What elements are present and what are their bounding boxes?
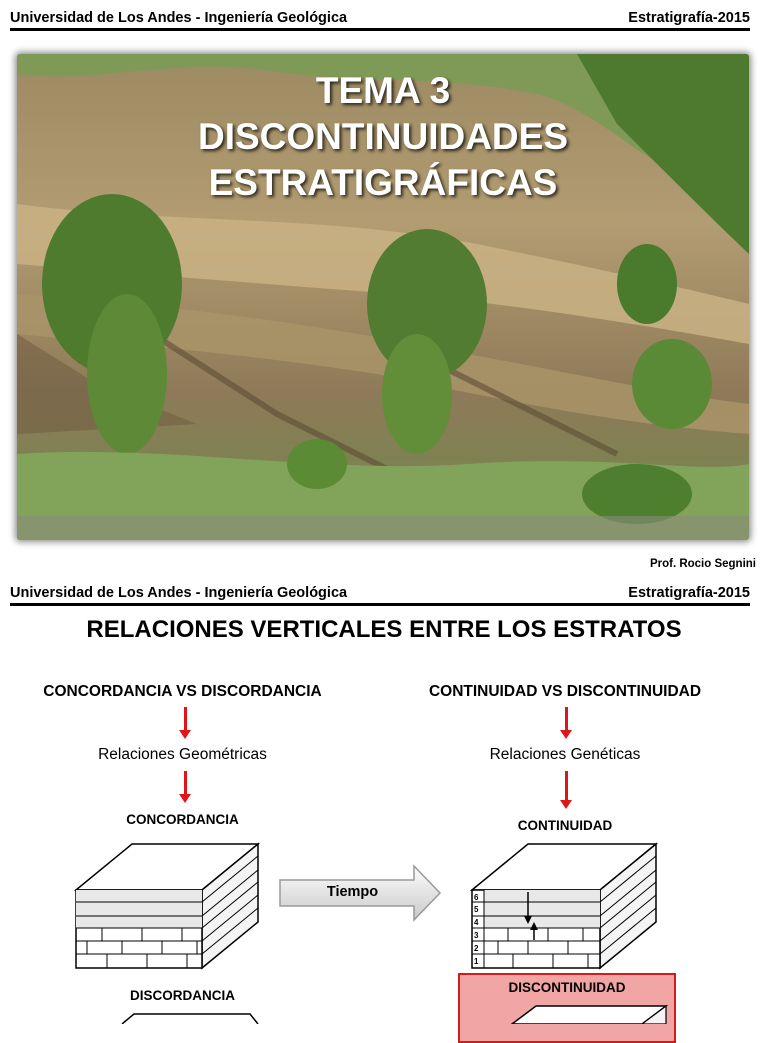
time-label: Tiempo [326, 884, 379, 900]
slide1-header [10, 6, 750, 26]
down-arrow-icon [565, 771, 568, 803]
layer-number: 6 [474, 893, 479, 902]
header-rule [10, 28, 750, 31]
layer-number: 4 [474, 918, 479, 927]
title-line-3: ESTRATIGRÁFICAS [208, 162, 558, 203]
header-university: Universidad de Los Andes - Ingeniería Geológica [10, 585, 348, 601]
title-line-1: TEMA 3 [315, 70, 451, 111]
continuidad-block-diagram [468, 840, 660, 970]
header-course: Estratigrafía-2015 [628, 10, 750, 26]
right-heading: CONTINUIDAD VS DISCONTINUIDAD [428, 683, 702, 700]
down-arrow-icon [184, 707, 187, 733]
left-relation: Relaciones Geométricas [98, 746, 267, 763]
discordancia-label: DISCORDANCIA [129, 988, 235, 1003]
header-rule [10, 603, 750, 606]
slide2-header [10, 581, 750, 601]
right-relation: Relaciones Genéticas [489, 746, 641, 763]
slide2-title: RELACIONES VERTICALES ENTRE LOS ESTRATOS [86, 616, 682, 643]
concordancia-block-diagram [72, 840, 262, 970]
header-university: Universidad de Los Andes - Ingeniería Geológica [10, 10, 348, 26]
discordancia-block-diagram [120, 1010, 270, 1024]
continuidad-label: CONTINUIDAD [517, 818, 613, 833]
layer-number: 1 [474, 957, 479, 966]
down-arrow-icon [184, 771, 187, 797]
left-heading: CONCORDANCIA VS DISCORDANCIA [43, 683, 322, 700]
concordancia-label: CONCORDANCIA [126, 812, 239, 827]
down-arrow-icon [565, 707, 568, 733]
layer-number: 3 [474, 931, 479, 940]
discontinuidad-label: DISCONTINUIDAD [508, 980, 626, 995]
author-credit: Prof. Rocio Segnini [649, 558, 756, 570]
layer-number: 5 [474, 905, 479, 914]
layer-number: 2 [474, 944, 479, 953]
header-course: Estratigrafía-2015 [628, 585, 750, 601]
discontinuidad-block-diagram [510, 1002, 670, 1024]
title-line-2: DISCONTINUIDADES [197, 116, 569, 157]
slide1-title [17, 68, 749, 206]
